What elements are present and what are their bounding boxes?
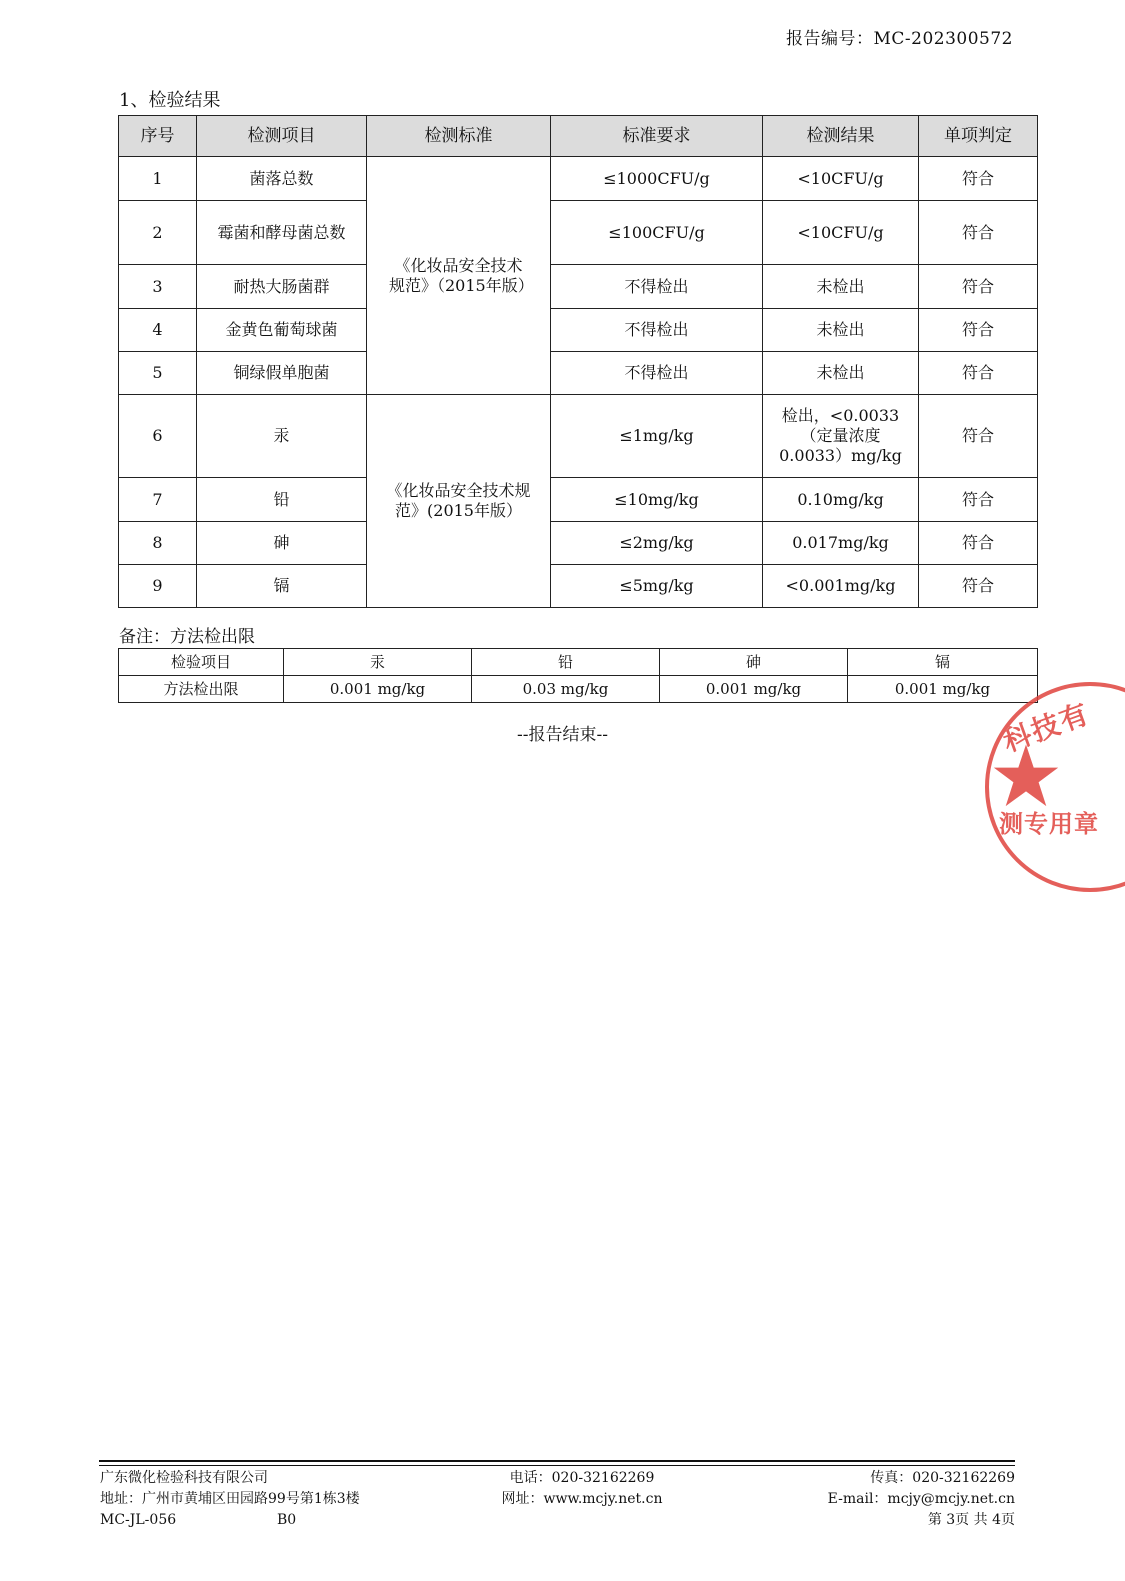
limits-value-hg: 0.001 mg/kg bbox=[284, 676, 472, 703]
cell-no: 1 bbox=[119, 157, 197, 201]
results-header-row bbox=[119, 116, 1038, 157]
header-result: 检测结果 bbox=[763, 116, 919, 157]
cell-judgement: 符合 bbox=[919, 201, 1038, 265]
cell-standard-group2: 《化妆品安全技术规范》(2015年版） bbox=[367, 395, 551, 608]
footer-fax: 传真：020-32162269 bbox=[870, 1470, 1015, 1486]
cell-item: 金黄色葡萄球菌 bbox=[197, 309, 367, 352]
footer-phone: 电话：020-32162269 bbox=[509, 1470, 655, 1486]
table-row bbox=[119, 565, 1038, 608]
footer-version: B0 bbox=[277, 1512, 297, 1528]
footer-form-code: MC-JL-056 bbox=[100, 1512, 177, 1528]
footer-page-number: 第 3页 共 4页 bbox=[927, 1512, 1015, 1528]
limits-row-label: 方法检出限 bbox=[119, 676, 284, 703]
cell-no: 4 bbox=[119, 309, 197, 352]
cell-no: 6 bbox=[119, 395, 197, 478]
cell-item: 砷 bbox=[197, 522, 367, 565]
cell-result: <0.001mg/kg bbox=[763, 565, 919, 608]
limits-header-hg: 汞 bbox=[284, 649, 472, 676]
cell-requirement: 不得检出 bbox=[551, 265, 763, 309]
cell-requirement: 不得检出 bbox=[551, 309, 763, 352]
limits-value-cd: 0.001 mg/kg bbox=[848, 676, 1038, 703]
footer-website: 网址：www.mcjy.net.cn bbox=[501, 1491, 663, 1507]
footer-divider-thin bbox=[99, 1465, 1015, 1466]
cell-judgement: 符合 bbox=[919, 522, 1038, 565]
cell-item: 耐热大肠菌群 bbox=[197, 265, 367, 309]
cell-no: 8 bbox=[119, 522, 197, 565]
cell-requirement: 不得检出 bbox=[551, 352, 763, 395]
cell-requirement: ≤1000CFU/g bbox=[551, 157, 763, 201]
cell-judgement: 符合 bbox=[919, 265, 1038, 309]
limits-header-item: 检验项目 bbox=[119, 649, 284, 676]
footer-address: 地址：广州市黄埔区田园路99号第1栋3楼 bbox=[100, 1491, 360, 1507]
limits-header-row bbox=[119, 649, 1038, 676]
cell-judgement: 符合 bbox=[919, 309, 1038, 352]
results-table bbox=[118, 115, 1038, 608]
cell-no: 9 bbox=[119, 565, 197, 608]
limits-value-as: 0.001 mg/kg bbox=[660, 676, 848, 703]
seal-text-bottom: 测专用章 bbox=[999, 810, 1099, 838]
cell-judgement: 符合 bbox=[919, 478, 1038, 522]
table-row bbox=[119, 265, 1038, 309]
cell-judgement: 符合 bbox=[919, 352, 1038, 395]
table-row bbox=[119, 522, 1038, 565]
cell-item: 霉菌和酵母菌总数 bbox=[197, 201, 367, 265]
report-number: 报告编号：MC-202300572 bbox=[785, 29, 1013, 49]
cell-no: 2 bbox=[119, 201, 197, 265]
limits-value-row bbox=[119, 676, 1038, 703]
table-row bbox=[119, 201, 1038, 265]
cell-item: 汞 bbox=[197, 395, 367, 478]
header-judgement: 单项判定 bbox=[919, 116, 1038, 157]
table-row bbox=[119, 309, 1038, 352]
cell-result: <10CFU/g bbox=[763, 157, 919, 201]
detection-limits-table bbox=[118, 648, 1038, 703]
table-row bbox=[119, 478, 1038, 522]
star-icon bbox=[991, 741, 1061, 811]
note-title: 备注：方法检出限 bbox=[119, 627, 255, 647]
cell-item: 菌落总数 bbox=[197, 157, 367, 201]
cell-no: 7 bbox=[119, 478, 197, 522]
table-row bbox=[119, 157, 1038, 201]
cell-standard-group1: 《化妆品安全技术规范》（2015年版） bbox=[367, 157, 551, 395]
cell-result: 未检出 bbox=[763, 352, 919, 395]
table-row bbox=[119, 395, 1038, 478]
seal-text-top: 科技有 bbox=[998, 696, 1095, 759]
header-item: 检测项目 bbox=[197, 116, 367, 157]
limits-header-as: 砷 bbox=[660, 649, 848, 676]
cell-item: 镉 bbox=[197, 565, 367, 608]
footer-email: E-mail：mcjy@mcjy.net.cn bbox=[827, 1491, 1015, 1507]
footer-company: 广东微化检验科技有限公司 bbox=[100, 1470, 268, 1486]
limits-header-cd: 镉 bbox=[848, 649, 1038, 676]
official-seal bbox=[985, 682, 1125, 892]
footer-divider bbox=[99, 1460, 1015, 1462]
limits-header-pb: 铅 bbox=[472, 649, 660, 676]
cell-no: 3 bbox=[119, 265, 197, 309]
cell-judgement: 符合 bbox=[919, 395, 1038, 478]
cell-result: 0.017mg/kg bbox=[763, 522, 919, 565]
section-title: 1、检验结果 bbox=[119, 90, 221, 111]
cell-judgement: 符合 bbox=[919, 157, 1038, 201]
cell-requirement: ≤1mg/kg bbox=[551, 395, 763, 478]
cell-no: 5 bbox=[119, 352, 197, 395]
cell-item: 铜绿假单胞菌 bbox=[197, 352, 367, 395]
header-no: 序号 bbox=[119, 116, 197, 157]
limits-value-pb: 0.03 mg/kg bbox=[472, 676, 660, 703]
cell-requirement: ≤5mg/kg bbox=[551, 565, 763, 608]
cell-judgement: 符合 bbox=[919, 565, 1038, 608]
cell-requirement: ≤10mg/kg bbox=[551, 478, 763, 522]
cell-item: 铅 bbox=[197, 478, 367, 522]
cell-result: 未检出 bbox=[763, 309, 919, 352]
report-end-marker: --报告结束-- bbox=[517, 725, 608, 745]
cell-result: 检出，<0.0033（定量浓度0.0033）mg/kg bbox=[763, 395, 919, 478]
cell-requirement: ≤100CFU/g bbox=[551, 201, 763, 265]
cell-result: 0.10mg/kg bbox=[763, 478, 919, 522]
cell-requirement: ≤2mg/kg bbox=[551, 522, 763, 565]
header-requirement: 标准要求 bbox=[551, 116, 763, 157]
table-row bbox=[119, 352, 1038, 395]
header-standard: 检测标准 bbox=[367, 116, 551, 157]
cell-result: 未检出 bbox=[763, 265, 919, 309]
cell-result: <10CFU/g bbox=[763, 201, 919, 265]
